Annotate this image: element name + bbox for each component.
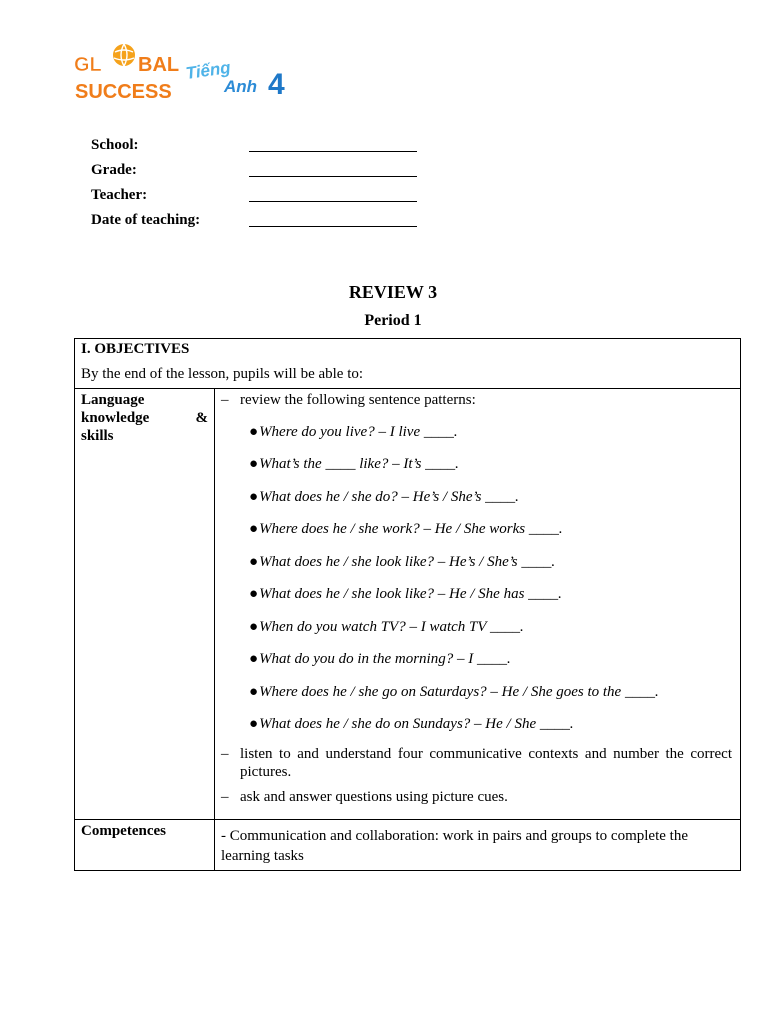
pattern-text: What does he / she do? – He’s / She’s ____. xyxy=(259,488,519,505)
objectives-intro: By the end of the lesson, pupils will be able to: xyxy=(81,366,364,382)
bullet-icon: ● xyxy=(249,651,259,668)
objectives-heading: I. OBJECTIVES xyxy=(81,341,190,357)
teacher-label: Teacher: xyxy=(91,187,148,203)
language-content-cell xyxy=(215,389,741,820)
grade-blank xyxy=(249,164,417,177)
objective-item-listen xyxy=(221,745,732,781)
objective-item-review xyxy=(221,391,732,409)
dash-marker: – xyxy=(221,392,229,408)
pattern-item xyxy=(249,416,732,449)
language-label-line3: skills xyxy=(81,428,114,444)
logo-word-anh: Anh xyxy=(224,77,258,96)
pattern-text: When do you watch TV? – I watch TV ____. xyxy=(259,618,524,635)
pattern-item xyxy=(249,579,732,612)
objectives-header-cell xyxy=(75,339,741,389)
language-label-cell xyxy=(75,389,215,820)
bullet-icon: ● xyxy=(249,423,259,440)
dash-marker: – xyxy=(221,746,229,762)
pattern-text: Where do you live? – I live ____. xyxy=(259,423,458,440)
globe-icon xyxy=(113,44,135,66)
objective-item-ask-text: ask and answer questions using picture cues. xyxy=(240,789,508,805)
language-label-line1: Language xyxy=(81,392,145,408)
info-row-teacher xyxy=(91,183,417,208)
pattern-item xyxy=(249,449,732,482)
language-label-knowledge: knowledge xyxy=(81,410,150,426)
bullet-icon: ● xyxy=(249,586,259,603)
bullet-icon: ● xyxy=(249,488,259,505)
pattern-text: What does he / she look like? – He / She has ____. xyxy=(259,586,562,603)
info-row-school xyxy=(91,133,417,158)
bullet-icon: ● xyxy=(249,553,259,570)
pattern-item xyxy=(249,514,732,547)
logo-grade-number: 4 xyxy=(268,68,285,101)
sentence-patterns-list xyxy=(249,416,732,741)
bullet-icon: ● xyxy=(249,618,259,635)
school-blank xyxy=(249,139,417,152)
pattern-text: Where does he / she work? – He / She works ____. xyxy=(259,521,563,538)
pattern-item xyxy=(249,644,732,677)
pattern-item xyxy=(249,676,732,709)
competences-row xyxy=(75,820,741,871)
pattern-text: Where does he / she go on Saturdays? – He / She goes to the ____. xyxy=(259,683,659,700)
language-label-line2 xyxy=(81,409,208,427)
competences-label-cell: Competences xyxy=(75,820,215,871)
dash-marker: – xyxy=(221,789,229,805)
page-subtitle: Period 1 xyxy=(364,312,422,329)
bullet-icon: ● xyxy=(249,521,259,538)
school-label: School: xyxy=(91,137,139,153)
date-blank xyxy=(249,214,417,227)
logo-word-global: GL xyxy=(74,54,102,76)
info-row-grade xyxy=(91,158,417,183)
objective-item-ask xyxy=(221,788,732,806)
objective-item-listen-text: listen to and understand four communicative contexts and number the correct pictures. xyxy=(240,746,732,780)
objectives-table xyxy=(74,338,741,871)
logo-word-success: SUCCESS xyxy=(75,81,172,103)
logo xyxy=(72,42,302,104)
objectives-header-row xyxy=(75,339,741,389)
bullet-icon: ● xyxy=(249,683,259,700)
teacher-blank xyxy=(249,189,417,202)
lesson-info xyxy=(91,133,417,233)
pattern-item xyxy=(249,546,732,579)
logo-graphic xyxy=(72,42,302,104)
logo-word-bal: BAL xyxy=(138,54,180,76)
pattern-text: What does he / she do on Sundays? – He / She ____. xyxy=(259,716,574,733)
language-row xyxy=(75,389,741,820)
logo-word-tieng: Tiếng xyxy=(184,57,232,83)
grade-label: Grade: xyxy=(91,162,137,178)
language-label-ampersand: & xyxy=(195,410,208,426)
pattern-item xyxy=(249,611,732,644)
date-label: Date of teaching: xyxy=(91,212,201,228)
objective-item-review-text: review the following sentence patterns: xyxy=(240,392,476,408)
pattern-item xyxy=(249,481,732,514)
pattern-text: What do you do in the morning? – I ____. xyxy=(259,651,511,668)
bullet-icon: ● xyxy=(249,716,259,733)
bullet-icon: ● xyxy=(249,456,259,473)
pattern-text: What does he / she look like? – He’s / She’s ____. xyxy=(259,553,556,570)
pattern-text: What’s the ____ like? – It’s ____. xyxy=(259,456,459,473)
info-row-date xyxy=(91,208,417,233)
page-title: REVIEW 3 xyxy=(348,282,438,302)
competences-content-cell: - Communication and collaboration: work in pairs and groups to complete the learning tasks xyxy=(215,820,741,871)
pattern-item xyxy=(249,709,732,742)
